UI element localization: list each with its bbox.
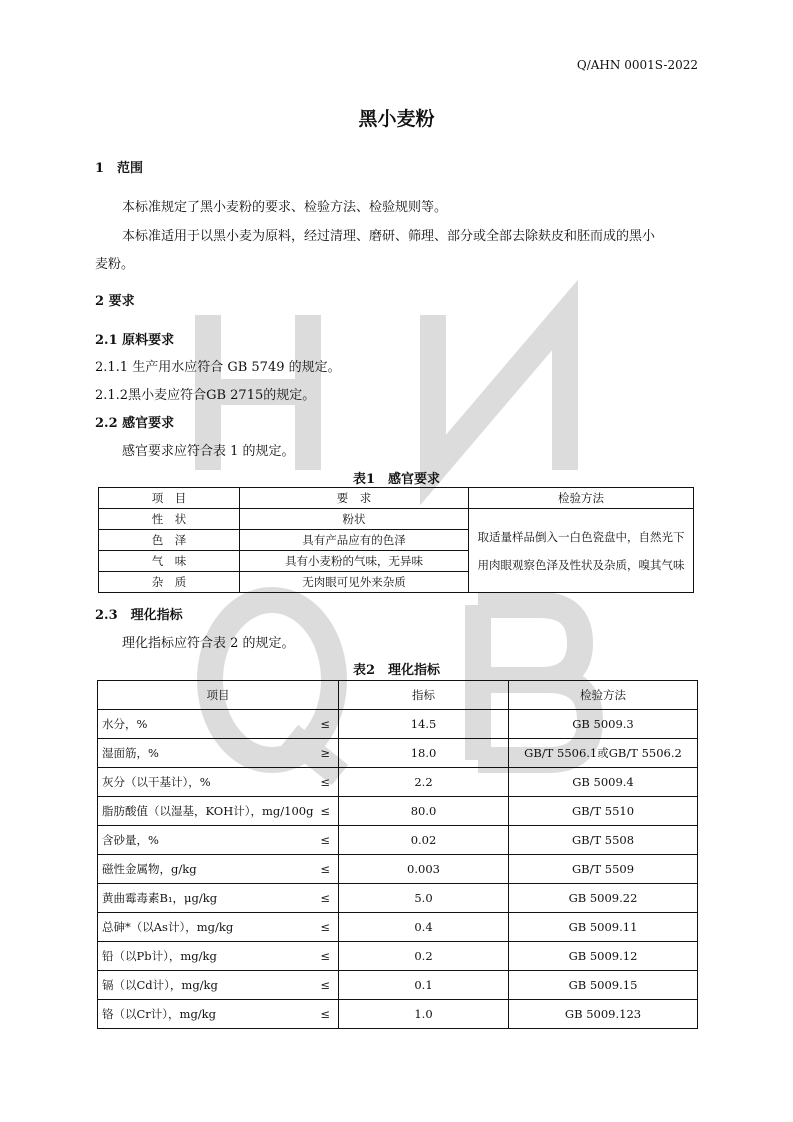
table-header: 检验方法	[509, 681, 698, 710]
sensory-table	[98, 487, 694, 593]
table-row	[98, 913, 698, 942]
limit-cell: 5.0	[339, 884, 509, 913]
method-cell: GB 5009.12	[509, 942, 698, 971]
table-header: 要 求	[240, 488, 469, 509]
comparator: ≤	[313, 797, 339, 826]
item-name: 湿面筋，%	[98, 739, 313, 768]
comparator: ≤	[313, 884, 339, 913]
table-header: 项 目	[99, 488, 240, 509]
method-cell: GB 5009.3	[509, 710, 698, 739]
method-cell: GB/T 5509	[509, 855, 698, 884]
comparator: ≤	[313, 1000, 339, 1029]
section-heading: 2 要求	[95, 294, 135, 309]
comparator: ≤	[313, 855, 339, 884]
method-cell	[469, 509, 694, 593]
item-name: 总砷*（以As计），mg/kg	[98, 913, 313, 942]
table-cell: 色 泽	[99, 530, 240, 551]
limit-cell: 0.2	[339, 942, 509, 971]
limit-cell: 0.1	[339, 971, 509, 1000]
limit-cell: 0.02	[339, 826, 509, 855]
table-row	[98, 1000, 698, 1029]
method-cell: GB 5009.22	[509, 884, 698, 913]
table-cell: 气 味	[99, 551, 240, 572]
paragraph: 麦粉。	[95, 257, 135, 272]
item-name: 铬（以Cr计），mg/kg	[98, 1000, 313, 1029]
table-row	[98, 971, 698, 1000]
method-cell: GB/T 5510	[509, 797, 698, 826]
item-name: 铅（以Pb计），mg/kg	[98, 942, 313, 971]
limit-cell: 18.0	[339, 739, 509, 768]
paragraph: 感官要求应符合表 1 的规定。	[122, 444, 295, 459]
item-name: 镉（以Cd计），mg/kg	[98, 971, 313, 1000]
table-row	[98, 797, 698, 826]
item-name: 灰分（以干基计），%	[98, 768, 313, 797]
subsection-heading: 2.3 理化指标	[95, 608, 183, 623]
table-cell: 具有产品应有的色泽	[240, 530, 469, 551]
section-heading: 1 范围	[95, 161, 144, 176]
table-header: 指标	[339, 681, 509, 710]
paragraph: 本标准规定了黑小麦粉的要求、检验方法、检验规则等。	[122, 200, 448, 215]
table-row	[98, 739, 698, 768]
limit-cell: 0.003	[339, 855, 509, 884]
physicochemical-table	[97, 680, 698, 1029]
table-cell: 性 状	[99, 509, 240, 530]
table-cell: 无肉眼可见外来杂质	[240, 572, 469, 593]
item-name: 黄曲霉毒素B₁，μg/kg	[98, 884, 313, 913]
table-row	[98, 768, 698, 797]
comparator: ≤	[313, 971, 339, 1000]
table-cell: 具有小麦粉的气味，无异味	[240, 551, 469, 572]
limit-cell: 1.0	[339, 1000, 509, 1029]
comparator: ≤	[313, 710, 339, 739]
limit-cell: 14.5	[339, 710, 509, 739]
item-name: 水分，%	[98, 710, 313, 739]
comparator: ≥	[313, 739, 339, 768]
table-row	[98, 826, 698, 855]
item-name: 磁性金属物，g/kg	[98, 855, 313, 884]
table-cell: 杂 质	[99, 572, 240, 593]
table-row	[98, 942, 698, 971]
comparator: ≤	[313, 768, 339, 797]
comparator: ≤	[313, 913, 339, 942]
method-cell: GB 5009.123	[509, 1000, 698, 1029]
method-cell: GB 5009.4	[509, 768, 698, 797]
table-caption: 表2 理化指标	[352, 663, 441, 678]
comparator: ≤	[313, 942, 339, 971]
limit-cell: 0.4	[339, 913, 509, 942]
method-cell: GB 5009.11	[509, 913, 698, 942]
item-name: 含砂量，%	[98, 826, 313, 855]
limit-cell: 2.2	[339, 768, 509, 797]
method-cell: GB/T 5506.1或GB/T 5506.2	[509, 739, 698, 768]
table-row	[98, 710, 698, 739]
page-title: 黑小麦粉	[358, 108, 435, 130]
doc-code: Q/AHN 0001S-2022	[576, 58, 698, 72]
table-header: 检验方法	[469, 488, 694, 509]
method-line: 取适量样品倒入一白色瓷盘中，自然光下	[477, 529, 685, 544]
method-line: 用肉眼观察色泽及性状及杂质，嗅其气味	[477, 557, 685, 572]
paragraph: 本标准适用于以黑小麦为原料，经过清理、磨研、筛理、部分或全部去除麸皮和胚而成的黑小	[122, 229, 656, 244]
method-cell: GB/T 5508	[509, 826, 698, 855]
subsection-heading: 2.2 感官要求	[95, 416, 175, 431]
method-cell: GB 5009.15	[509, 971, 698, 1000]
subsection-heading: 2.1 原料要求	[95, 333, 175, 348]
clause: 2.1.1 生产用水应符合 GB 5749 的规定。	[95, 360, 341, 375]
table-header: 项目	[98, 681, 339, 710]
limit-cell: 80.0	[339, 797, 509, 826]
table-row	[98, 884, 698, 913]
comparator: ≤	[313, 826, 339, 855]
paragraph: 理化指标应符合表 2 的规定。	[122, 636, 295, 651]
watermark-letter-n	[433, 315, 565, 470]
table-caption: 表1 感官要求	[352, 472, 441, 487]
table-cell: 粉状	[240, 509, 469, 530]
table-row	[98, 855, 698, 884]
clause: 2.1.2黑小麦应符合GB 2715的规定。	[95, 388, 316, 403]
item-name: 脂肪酸值（以湿基，KOH计），mg/100g	[98, 797, 313, 826]
